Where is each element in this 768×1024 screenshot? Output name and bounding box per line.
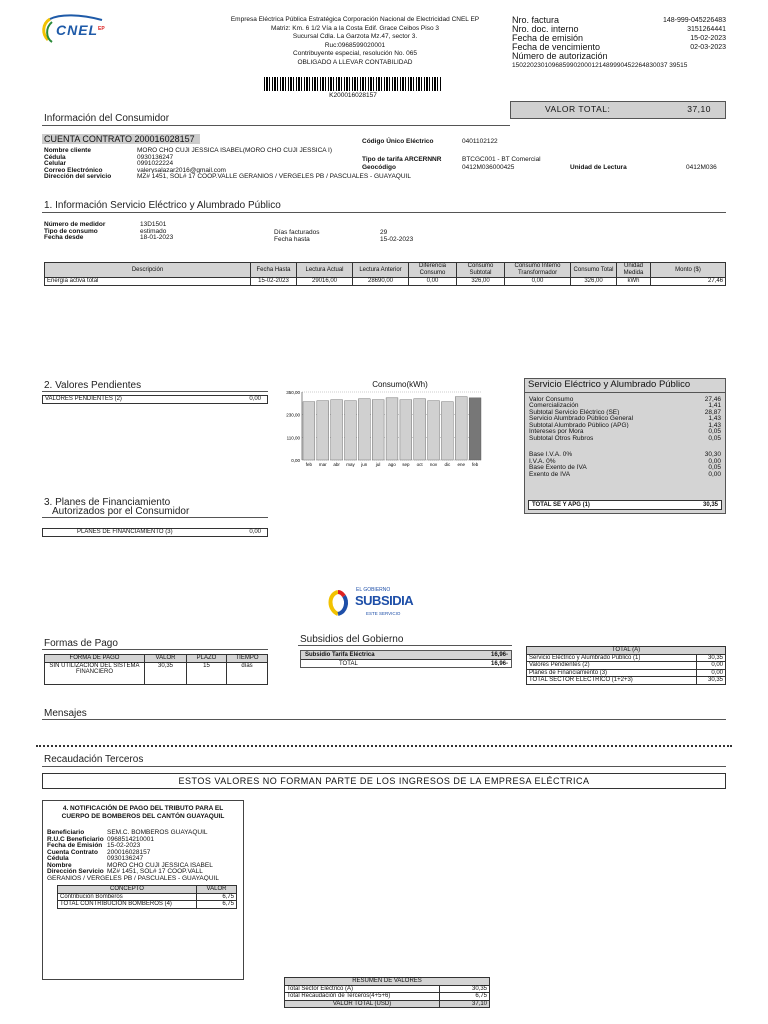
chart-x-tick: sep <box>402 462 410 467</box>
pending-title: 2. Valores Pendientes <box>44 380 142 391</box>
chart-x-tick: ene <box>457 462 465 467</box>
chart-bar <box>400 400 412 460</box>
chart-y-tick: 110,00 <box>286 435 300 441</box>
service-title: 1. Información Servicio Eléctrico y Alumbrado Público <box>44 200 281 211</box>
tax-row: I.V.A. 0% 0,00 <box>529 457 721 465</box>
chart-title: Consumo(kWh) <box>372 380 428 389</box>
chart-x-tick: jul <box>375 462 381 467</box>
table-row: Contribución Bomberos 6,75 <box>58 893 237 901</box>
total-label: VALOR TOTAL: <box>545 104 611 115</box>
tax-row: Exento de IVA 0,00 <box>529 470 721 478</box>
contract-label: CUENTA CONTRATO <box>44 134 133 144</box>
invoice-row: Fecha de emisión 15-02-2023 <box>512 33 726 43</box>
reading-unit-value: 0412M036 <box>686 164 717 171</box>
total-a-header: TOTAL (A) <box>527 647 726 655</box>
service-values-2: 29 15-02-2023 <box>380 229 414 242</box>
consumer-values: MORO CHO CUJI JESSICA ISABEL(MORO CHO CUJI JESSICA I) 0930136247 0991022224 valerysalazar2016@gmail.com MZ# 1451, SOL# 17 COOP.VALLE GERANIOS / VERGELES PB / PASCUALES - GUAYAQUIL <box>137 147 411 180</box>
subsidia-main: SUBSIDIA <box>355 593 414 608</box>
summary-row: Servicio Alumbrado Público General 1,43 <box>529 415 721 422</box>
company-line: Contribuyente especial, resolución No. 065 <box>293 50 417 57</box>
consumption-chart <box>280 388 488 470</box>
subsidy-total: TOTAL 16,96- <box>301 659 511 667</box>
payment-table <box>44 654 268 685</box>
tariff-value: BTCGC001 - BT Comercial <box>462 156 541 163</box>
cnel-logo <box>40 14 112 46</box>
chart-x-tick: jun <box>361 462 368 467</box>
chart-bar <box>428 401 440 460</box>
chart-x-tick: oct <box>416 462 423 467</box>
bomberos-title: 4. NOTIFICACIÓN DE PAGO DEL TRIBUTO PARA EL CUERPO DE BOMBEROS DEL CANTÓN GUAYAQUIL <box>61 805 225 820</box>
pending-box: VALORES PENDIENTES (2) 0,00 <box>42 395 268 404</box>
geocode-label: Geocódigo <box>362 164 396 171</box>
third-party-title: Recaudación Terceros <box>44 754 144 765</box>
chart-x-tick: ago <box>388 462 396 467</box>
chart-y-tick: 0,00 <box>291 458 300 463</box>
chart-bar <box>372 400 384 460</box>
company-line: Ruc:0968599020001 <box>324 41 386 49</box>
summary-row: Comercialización 1,41 <box>529 402 721 409</box>
total-value-box <box>510 101 726 119</box>
service-labels-2: Días facturados Fecha hasta <box>274 229 320 242</box>
ecuador-ribbon-icon <box>326 590 350 616</box>
bomberos-box <box>42 800 244 980</box>
subsidia-logo <box>326 586 416 622</box>
bomberos-address: GERANIOS / VERGELES PB / PASCUALES - GUAYAQUIL <box>47 874 219 881</box>
chart-bar <box>469 398 481 460</box>
invoice-row: Número de autorización <box>512 51 608 61</box>
invoice-row: Nro. factura 148-999-045226483 <box>512 15 726 25</box>
table-row: TOTAL SECTOR ELECTRICO (1+2+3) 30,35 <box>527 677 726 685</box>
subsidia-top: EL GOBIERNO <box>356 587 391 593</box>
financing-title: 3. Planes de Financiamiento Autorizados por el Consumidor <box>44 497 190 517</box>
chart-y-tick: 350,00 <box>286 390 300 395</box>
cut-line <box>36 745 732 747</box>
company-line: Matriz: Km. 6 1/2 Vía a la Costa Edif. Grace Ceibos Piso 3 <box>271 24 439 32</box>
service-labels: Número de medidor Tipo de consumo Fecha desde <box>44 221 106 241</box>
table-row: VALOR TOTAL (USD) 37,10 <box>285 1000 490 1008</box>
total-a-table <box>526 646 726 685</box>
chart-bar <box>303 402 315 460</box>
consumption-table <box>44 262 726 286</box>
bomberos-header: CONCEPTO VALOR <box>58 886 237 894</box>
service-values: 13D1501 estimado 18-01-2023 <box>140 221 174 241</box>
chart-bar <box>455 397 467 460</box>
table-header-row: Descripción Fecha Hasta Lectura Actual Lectura Anterior Diferencia Consumo Consumo Subtotal Consumo Interno Transformador Consumo Total Unidad Medida Monto ($) <box>45 263 726 278</box>
payment-header-row: FORMA DE PAGO VALOR PLAZO TIEMPO <box>45 655 268 663</box>
tax-row: Base I.V.A. 0% 30,30 <box>529 451 721 458</box>
table-row: Total Sector Eléctrico (A) 30,35 <box>285 985 490 993</box>
service-summary-box <box>524 378 726 514</box>
chart-bar <box>441 402 453 460</box>
table-row: SIN UTILIZACION DEL SISTEMA FINANCIERO 30,35 15 días <box>45 662 268 684</box>
bomberos-table <box>57 885 237 909</box>
contract-box <box>42 134 200 144</box>
barcode-text: K200016028157 <box>329 92 377 99</box>
company-line: OBLIGADO A LLEVAR CONTABILIDAD <box>297 58 413 66</box>
bomberos-labels: Beneficiario R.U.C Beneficiario Fecha de Emisión Cuenta Contrato Cédula Nombre Dirección Servicio <box>47 829 104 875</box>
financing-box: PLANES DE FINANCIAMIENTO (3) 0,00 <box>42 528 268 537</box>
chart-bar <box>414 399 426 460</box>
invoice-info <box>512 16 726 70</box>
chart-bar <box>358 399 370 460</box>
invoice-row: Nro. doc. interno 3151264441 <box>512 24 726 34</box>
table-row: Total Recaudación de Terceros(4+5+6) 6,75 <box>285 993 490 1001</box>
chart-x-tick: feb <box>305 462 313 467</box>
summary-row: Subtotal Otros Rubros 0,05 <box>529 434 721 442</box>
chart-x-tick: nov <box>429 462 438 467</box>
summary-row: Subtotal Alumbrado Público (APG) 1,43 <box>529 421 721 429</box>
subsidies-title: Subsidios del Gobierno <box>300 634 404 645</box>
summary-row: Valor Consumo 27,46 <box>529 395 721 403</box>
chart-bar <box>386 398 398 460</box>
service-summary-title: Servicio Eléctrico y Alumbrado Público <box>525 379 725 393</box>
chart-y-tick: 230,00 <box>286 412 300 418</box>
chart-bar <box>317 401 329 460</box>
consumer-labels: Nombre cliente Cédula Celular Correo Electrónico Dirección del servicio <box>44 147 112 180</box>
invoice-row: Fecha de vencimiento 02-03-2023 <box>512 42 726 52</box>
subsidia-sub: ESTE SERVICIO <box>366 611 401 616</box>
messages-title: Mensajes <box>44 708 87 719</box>
company-info <box>200 16 510 67</box>
chart-x-tick: dic <box>444 462 451 467</box>
service-summary-total: TOTAL SE Y APG (1) 30,35 <box>528 500 722 510</box>
total-value: 37,10 <box>687 104 711 115</box>
bomberos-values: SEM.C. BOMBEROS GUAYAQUIL 0968514210001 15-02-2023 200016028157 0930136247 MORO CHO CUJI JESSICA ISABEL MZ# 1451, SOL# 17 COOP.VALL <box>107 829 213 875</box>
summary-row: Subtotal Servicio Eléctrico (SE) 28,87 <box>529 408 721 416</box>
table-row: Servicio Eléctrico y Alumbrado Público (1) 30,35 <box>527 654 726 662</box>
company-line: Sucursal Cdla. La Garzota Mz.47, sector 3. <box>292 33 418 40</box>
subsidies-box <box>300 650 512 668</box>
logo-sub: EP <box>98 26 105 32</box>
tax-row: Base Exento de IVA 0,05 <box>529 464 721 471</box>
table-row: Planes de Financiamiento (3) 0,00 <box>527 669 726 677</box>
tariff-label: Tipo de tarifa ARCERNNR <box>362 156 442 163</box>
summary-header: RESUMEN DE VALORES <box>285 978 490 986</box>
table-row: TOTAL CONTRIBUCIÓN BOMBEROS (4) 6,75 <box>58 901 237 909</box>
geocode-value: 0412M036000425 <box>462 164 515 171</box>
third-party-banner: ESTOS VALORES NO FORMAN PARTE DE LOS INGRESOS DE LA EMPRESA ELÉCTRICA <box>42 773 726 789</box>
logo-text: CNEL <box>56 22 99 38</box>
chart-x-tick: abr <box>333 462 340 467</box>
table-row: Valores Pendientes (2) 0,00 <box>527 662 726 670</box>
contract-value: 200016028157 <box>134 134 195 144</box>
subsidy-row: Subsidio Tarifa Eléctrica 16,96- <box>305 652 508 658</box>
summary-table <box>284 977 490 1008</box>
reading-unit-label: Unidad de Lectura <box>570 164 627 171</box>
auth-number: 1502202301096859902000121489990452264830037 39515 <box>512 62 688 69</box>
company-line: Empresa Eléctrica Pública Estratégica Corporación Nacional de Electricidad CNEL EP <box>230 16 480 23</box>
summary-row: Intereses por Mora 0,05 <box>529 428 721 435</box>
consumer-title: Información del Consumidor <box>44 113 170 124</box>
chart-x-tick: mar <box>318 462 327 467</box>
code-value: 0401102122 <box>462 138 498 145</box>
chart-bar <box>345 401 357 460</box>
chart-x-tick: may <box>346 462 355 467</box>
payment-title: Formas de Pago <box>44 638 118 649</box>
code-label: Código Único Eléctrico <box>362 138 434 145</box>
barcode <box>264 77 442 91</box>
chart-bar <box>331 400 343 460</box>
chart-x-tick: feb <box>471 462 479 467</box>
table-row: Energía activa total 15-02-2023 29016,00 28690,00 0,00 326,00 0,00 326,00 kWh 27,46 <box>45 278 726 286</box>
